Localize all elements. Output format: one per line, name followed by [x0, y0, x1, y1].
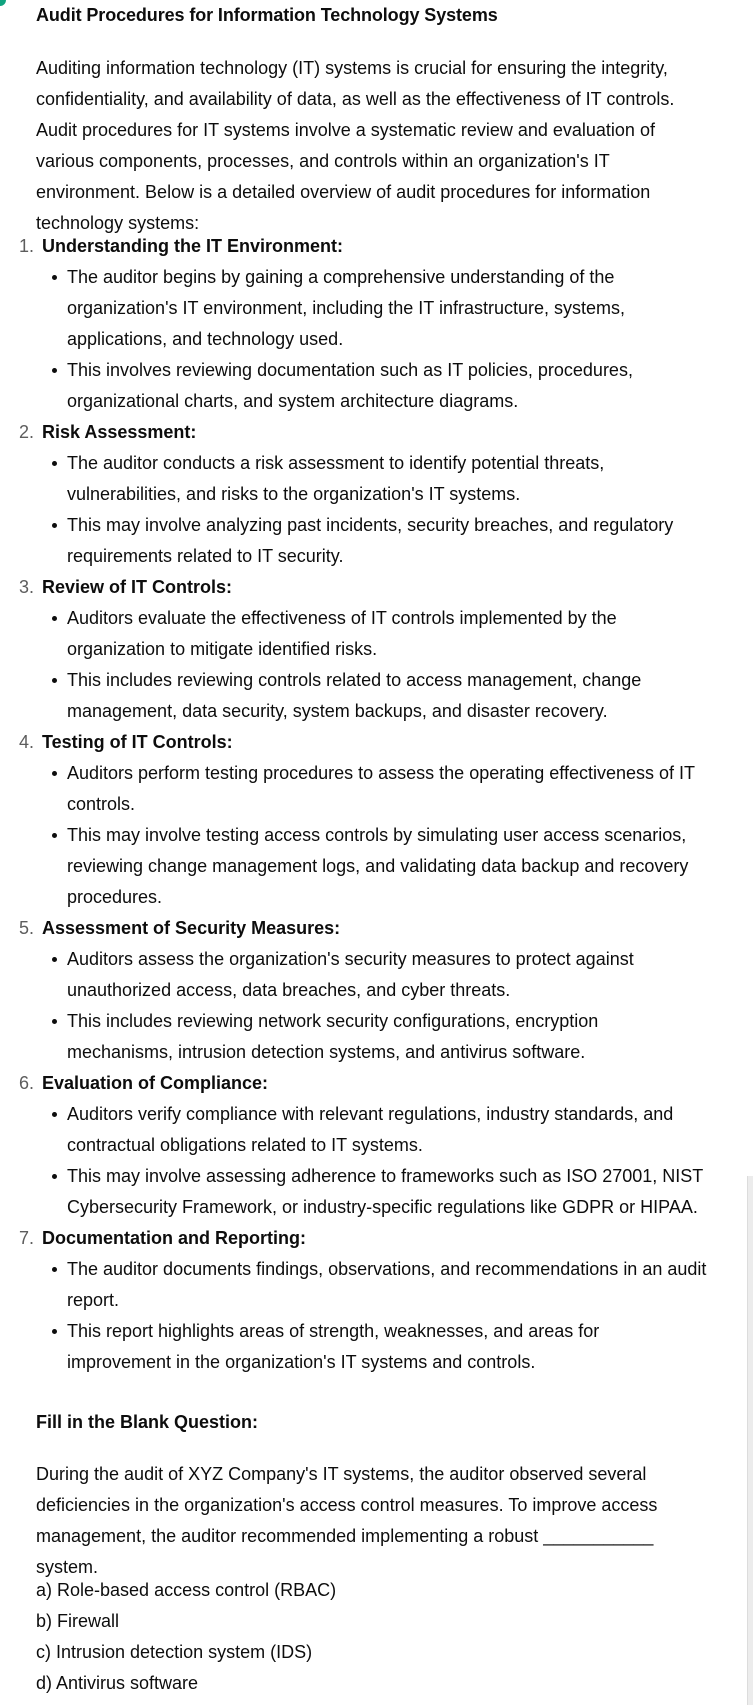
bullet-dot-icon	[52, 1019, 57, 1024]
answer-options	[36, 1575, 336, 1699]
step-bullets	[42, 448, 720, 572]
step-number: 7.	[19, 1228, 35, 1248]
procedure-step	[0, 231, 720, 417]
question-text: During the audit of XYZ Company's IT systems, the auditor observed several deficiencies in the organization's access control measures. To improve access management, the auditor recommended implementing a robust ___________ system.	[36, 1464, 658, 1577]
step-heading	[19, 417, 720, 448]
step-title: Evaluation of Compliance:	[42, 1073, 269, 1093]
answer-option: c) Intrusion detection system (IDS)	[36, 1642, 313, 1662]
step-heading	[19, 572, 720, 603]
step-title: Understanding the IT Environment:	[42, 236, 344, 256]
bullet-item	[67, 1006, 707, 1068]
bullet-text: This may involve testing access controls by simulating user access scenarios, reviewing change management logs, and validating data backup and recovery procedures.	[67, 825, 689, 907]
step-title: Documentation and Reporting:	[42, 1228, 306, 1248]
bullet-text: This report highlights areas of strength, weaknesses, and areas for improvement in the organization's IT systems and controls.	[67, 1321, 600, 1372]
bullet-item	[67, 262, 707, 355]
bullet-dot-icon	[52, 368, 57, 373]
step-number: 3.	[19, 577, 35, 597]
bullet-dot-icon	[52, 957, 57, 962]
step-number: 5.	[19, 918, 35, 938]
bullet-item	[67, 510, 707, 572]
bullet-dot-icon	[52, 678, 57, 683]
bullet-item	[67, 758, 707, 820]
step-heading	[19, 727, 720, 758]
step-title: Review of IT Controls:	[42, 577, 233, 597]
step-bullets	[42, 1099, 720, 1223]
corner-indicator	[0, 0, 6, 6]
answer-option: d) Antivirus software	[36, 1673, 199, 1693]
procedure-step	[0, 913, 720, 1068]
step-heading	[19, 1068, 720, 1099]
step-bullets	[42, 758, 720, 913]
bullet-dot-icon	[52, 523, 57, 528]
bullet-text: This includes reviewing controls related to access management, change management, data security, system backups, and disaster recovery.	[67, 670, 642, 721]
bullet-item	[67, 820, 707, 913]
procedure-step	[0, 1223, 720, 1378]
bullet-item	[67, 355, 707, 417]
bullet-item	[67, 1099, 707, 1161]
bullet-item	[67, 1161, 707, 1223]
procedure-list	[0, 231, 720, 1378]
answer-option: a) Role-based access control (RBAC)	[36, 1580, 337, 1600]
bullet-text: Auditors assess the organization's security measures to protect against unauthorized access, data breaches, and cyber threats.	[67, 949, 634, 1000]
procedure-step	[0, 1068, 720, 1223]
bullet-item	[67, 603, 707, 665]
procedure-step	[0, 417, 720, 572]
bullet-text: The auditor documents findings, observations, and recommendations in an audit report.	[67, 1259, 707, 1310]
bullet-text: This includes reviewing network security configurations, encryption mechanisms, intrusion detection systems, and antivirus software.	[67, 1011, 599, 1062]
step-bullets	[42, 603, 720, 727]
bullet-dot-icon	[52, 1112, 57, 1117]
step-bullets	[42, 262, 720, 417]
document-title: Audit Procedures for Information Technology Systems	[36, 5, 498, 25]
bullet-text: The auditor conducts a risk assessment to identify potential threats, vulnerabilities, and risks to the organization's IT systems.	[67, 453, 605, 504]
intro-paragraph: Auditing information technology (IT) systems is crucial for ensuring the integrity, confidentiality, and availability of data, as well as the effectiveness of IT controls. Audit procedures for IT systems involve a systematic review and evaluation of various components, processes, and controls within an organization's IT environment. Below is a detailed overview of audit procedures for information technology systems:	[36, 58, 675, 233]
bullet-dot-icon	[52, 461, 57, 466]
bullet-text: The auditor begins by gaining a comprehensive understanding of the organization's IT environment, including the IT infrastructure, systems, applications, and technology used.	[67, 267, 626, 349]
question-title: Fill in the Blank Question:	[36, 1412, 259, 1432]
bullet-item	[67, 1316, 707, 1378]
step-title: Risk Assessment:	[42, 422, 197, 442]
step-heading	[19, 1223, 720, 1254]
bullet-text: This may involve assessing adherence to frameworks such as ISO 27001, NIST Cybersecurity Framework, or industry-specific regulations like GDPR or HIPAA.	[67, 1166, 703, 1217]
bullet-dot-icon	[52, 616, 57, 621]
procedure-step	[0, 572, 720, 727]
step-bullets	[42, 944, 720, 1068]
step-heading	[19, 913, 720, 944]
bullet-text: This may involve analyzing past incidents, security breaches, and regulatory requirements related to IT security.	[67, 515, 674, 566]
step-number: 4.	[19, 732, 35, 752]
step-number: 2.	[19, 422, 35, 442]
bullet-dot-icon	[52, 833, 57, 838]
step-number: 1.	[19, 236, 35, 256]
step-bullets	[42, 1254, 720, 1378]
bullet-item	[67, 665, 707, 727]
bullet-text: Auditors evaluate the effectiveness of IT controls implemented by the organization to mitigate identified risks.	[67, 608, 617, 659]
bullet-dot-icon	[52, 275, 57, 280]
step-heading	[19, 231, 720, 262]
bullet-text: This involves reviewing documentation such as IT policies, procedures, organizational charts, and system architecture diagrams.	[67, 360, 633, 411]
answer-option: b) Firewall	[36, 1611, 120, 1631]
bullet-item	[67, 1254, 707, 1316]
bullet-dot-icon	[52, 1267, 57, 1272]
bullet-text: Auditors perform testing procedures to assess the operating effectiveness of IT controls.	[67, 763, 695, 814]
bullet-dot-icon	[52, 1329, 57, 1334]
step-title: Assessment of Security Measures:	[42, 918, 341, 938]
bullet-dot-icon	[52, 771, 57, 776]
bullet-item	[67, 448, 707, 510]
step-number: 6.	[19, 1073, 35, 1093]
step-title: Testing of IT Controls:	[42, 732, 233, 752]
procedure-step	[0, 727, 720, 913]
scrollbar[interactable]	[747, 1176, 753, 1705]
bullet-item	[67, 944, 707, 1006]
bullet-dot-icon	[52, 1174, 57, 1179]
bullet-text: Auditors verify compliance with relevant regulations, industry standards, and contractual obligations related to IT systems.	[67, 1104, 674, 1155]
